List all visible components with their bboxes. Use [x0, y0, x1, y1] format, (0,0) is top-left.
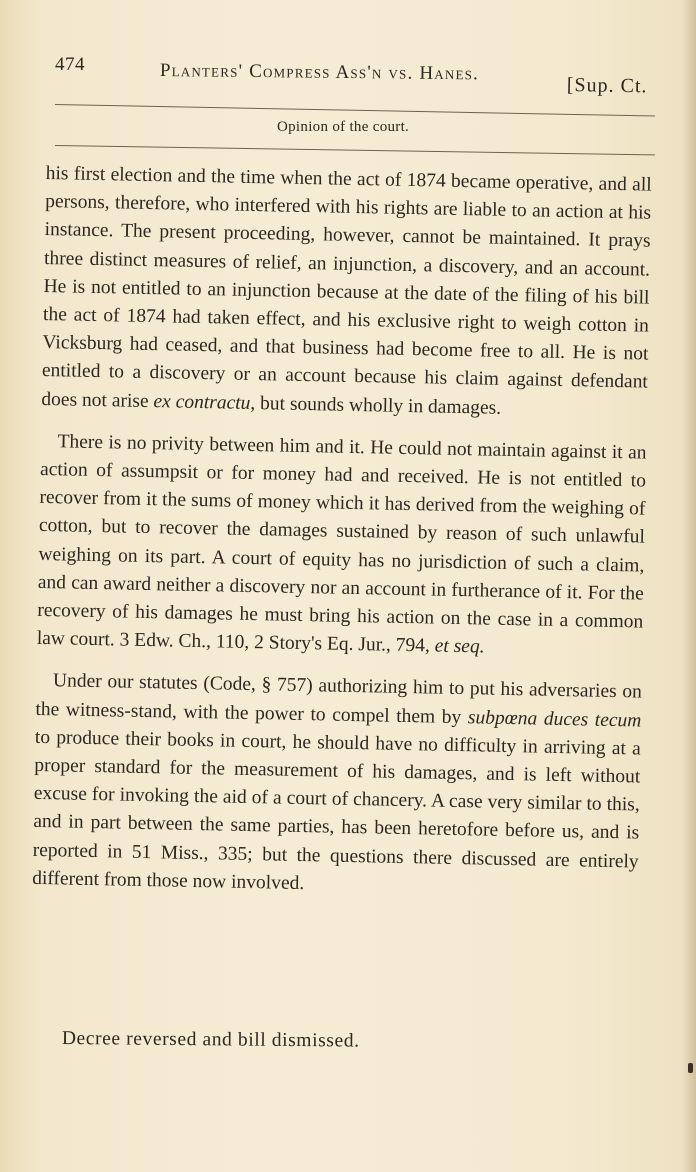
- court-label: [Sup. Ct.: [566, 74, 648, 98]
- paragraph-3: [32, 667, 642, 904]
- paragraph-3-text-a: Under our statutes (Code, § 757) authorizing him to put his adversaries on the witness-stand, with the power to compel them by: [35, 670, 643, 728]
- ink-speck: [688, 1063, 693, 1073]
- decree-line: Decree reversed and bill dismissed.: [61, 1028, 360, 1052]
- section-label: Opinion of the court.: [277, 119, 410, 135]
- opinion-body: [32, 160, 652, 919]
- paragraph-1-text-b: , but sounds wholly in damages.: [250, 392, 502, 419]
- paragraph-3-text-b: to produce their books in court, he should have no difficulty in arriving at a proper standard for the measurement of his damages, and is left without excuse for invoking the aid of a court of chancery. A case very similar to this, and in part between the same parties, has been heretofore before us, and is reported in 51 Miss., 335; but the questions there discussed are entirely different from those now involved.: [32, 726, 642, 894]
- paragraph-1-text-a: his first election and the time when the act of 1874 became operative, and all persons, therefore, who interfered with his rights are liable to an action at his instance. The present proceeding, however, cannot be maintained. It prays three distinct measures of relief, an injunction, a discovery, and an account. He is not entitled to an injunction because at the date of the filing of his bill the act of 1874 had taken effect, and his exclusive right to weigh cotton in Vicksburg had ceased, and that business had become free to all. He is not entitled to a discovery or an account because his claim against defendant does not arise: [41, 162, 652, 412]
- case-title: Planters' Compress Ass'n vs. Hanes.: [159, 60, 480, 85]
- header-rule-bottom: [55, 145, 655, 155]
- paragraph-2-text-a: There is no privity between him and it. He could not maintain against it an action of assumpsit or for money had and received. He is not entitled to recover from it the sums of money which it has derived from the weighing of cotton, but to recover the damages sustained by reason of such unlawful weighing on its part. A court of equity has no jurisdiction of such a claim, and can award neither a discovery nor an account in furtherance of it. For the recovery of his damages he must bring his action on the case in a common law court. 3 Edw. Ch., 110, 2 Story's Eq. Jur., 794,: [36, 431, 647, 657]
- page-edge-shadow: [682, 0, 696, 1172]
- header-rule-top: [55, 104, 655, 117]
- paragraph-2: [37, 428, 647, 665]
- paragraph-3-italic: subpœna duces tecum: [467, 706, 642, 732]
- paragraph-1: [41, 160, 652, 425]
- paragraph-1-italic: ex contractu: [153, 390, 251, 414]
- paragraph-2-italic: et seq.: [434, 635, 485, 658]
- page-number: 474: [55, 54, 85, 75]
- running-head: [55, 54, 659, 98]
